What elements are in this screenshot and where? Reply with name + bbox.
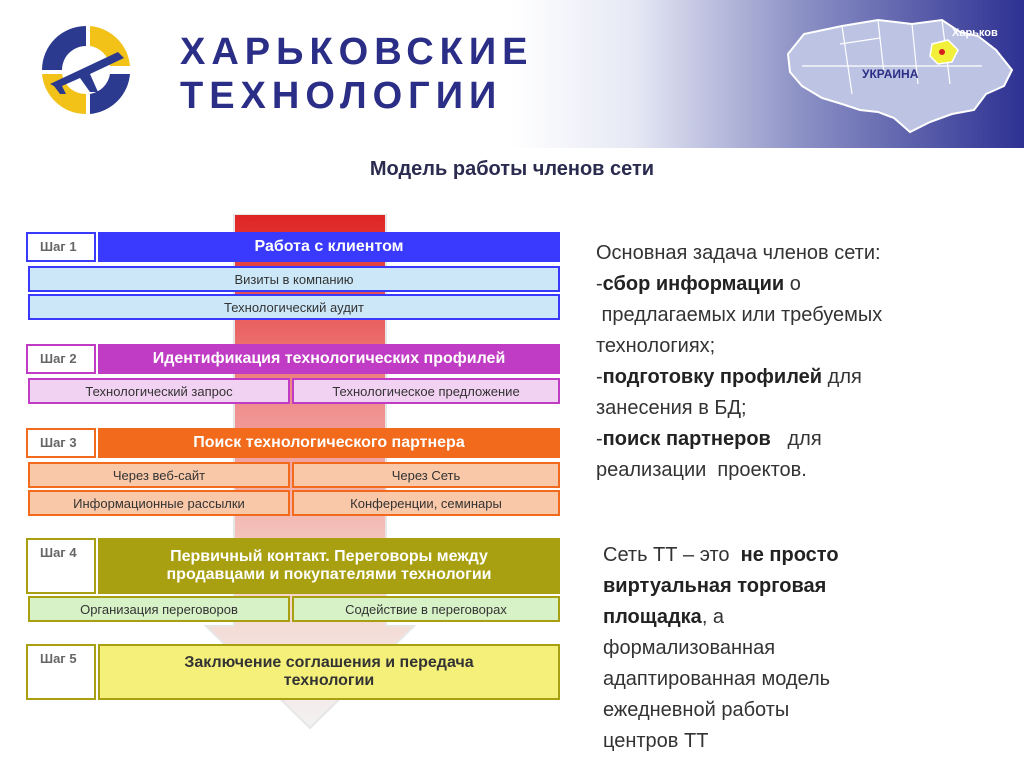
task-1-cont2: технологиях;: [596, 335, 716, 357]
step-5-label: Шаг 5: [26, 644, 96, 700]
step-1-title: Работа с клиентом: [98, 232, 560, 262]
step-4-item-1: Организация переговоров: [28, 596, 290, 622]
step-4-title-line2: продавцами и покупателями технологии: [166, 566, 492, 583]
step-5-title-line1: Заключение соглашения и передача: [184, 654, 474, 671]
org-title: [180, 30, 534, 118]
task-3-cont: реализации проектов.: [596, 459, 807, 481]
step-3-item-3: Информационные рассылки: [28, 490, 290, 516]
def-line6: ежедневной работы: [603, 699, 790, 721]
step-4-item-2: Содействие в переговорах: [292, 596, 560, 622]
step-3-title: Поиск технологического партнера: [98, 428, 560, 458]
step-3-item-2: Через Сеть: [292, 462, 560, 488]
step-4-title-line1: Первичный контакт. Переговоры между: [170, 548, 488, 565]
logo-icon: [28, 22, 144, 118]
task-1-cont1: предлагаемых или требуемых: [596, 304, 883, 326]
step-5-title-line2: технологии: [283, 672, 375, 689]
step-3-item-4: Конференции, семинары: [292, 490, 560, 516]
step-2-label: Шаг 2: [26, 344, 96, 374]
step-2-item-1: Технологический запрос: [28, 378, 290, 404]
step-1-item-1: Визиты в компанию: [28, 266, 560, 292]
task-3: -поиск партнеров для: [596, 428, 822, 450]
def-line5: адаптированная модель: [603, 668, 831, 690]
tasks-intro: Основная задача членов сети:: [596, 242, 881, 264]
header-banner: [0, 0, 1024, 148]
task-2-cont: занесения в БД;: [596, 397, 747, 419]
org-title-line2: ТЕХНОЛОГИИ: [180, 75, 503, 117]
map-country-label: УКРАИНА: [862, 67, 919, 81]
def-line1: Сеть ТТ – это не просто: [603, 544, 839, 566]
step-4-label: Шаг 4: [26, 538, 96, 594]
def-line7: центров ТТ: [603, 730, 709, 752]
step-5-title: [98, 644, 560, 700]
network-definition-text: [603, 540, 953, 757]
task-2: -подготовку профилей для: [596, 366, 862, 388]
org-title-line1: ХАРЬКОВСКИЕ: [180, 31, 534, 73]
def-line3: площадка, а: [603, 606, 725, 628]
task-1: -сбор информации о: [596, 273, 801, 295]
map-city-label: Харьков: [952, 27, 998, 39]
step-2-item-2: Технологическое предложение: [292, 378, 560, 404]
network-tasks-text: [596, 238, 996, 486]
step-3-item-1: Через веб-сайт: [28, 462, 290, 488]
step-4-title: [98, 538, 560, 594]
steps-diagram: [22, 214, 568, 730]
step-2-title: Идентификация технологических профилей: [98, 344, 560, 374]
step-1-label: Шаг 1: [26, 232, 96, 262]
def-line4: формализованная: [603, 637, 776, 659]
step-1-item-2: Технологический аудит: [28, 294, 560, 320]
slide-subtitle: Модель работы членов сети: [369, 158, 655, 180]
def-line2: виртуальная торговая: [603, 575, 827, 597]
step-3-label: Шаг 3: [26, 428, 96, 458]
